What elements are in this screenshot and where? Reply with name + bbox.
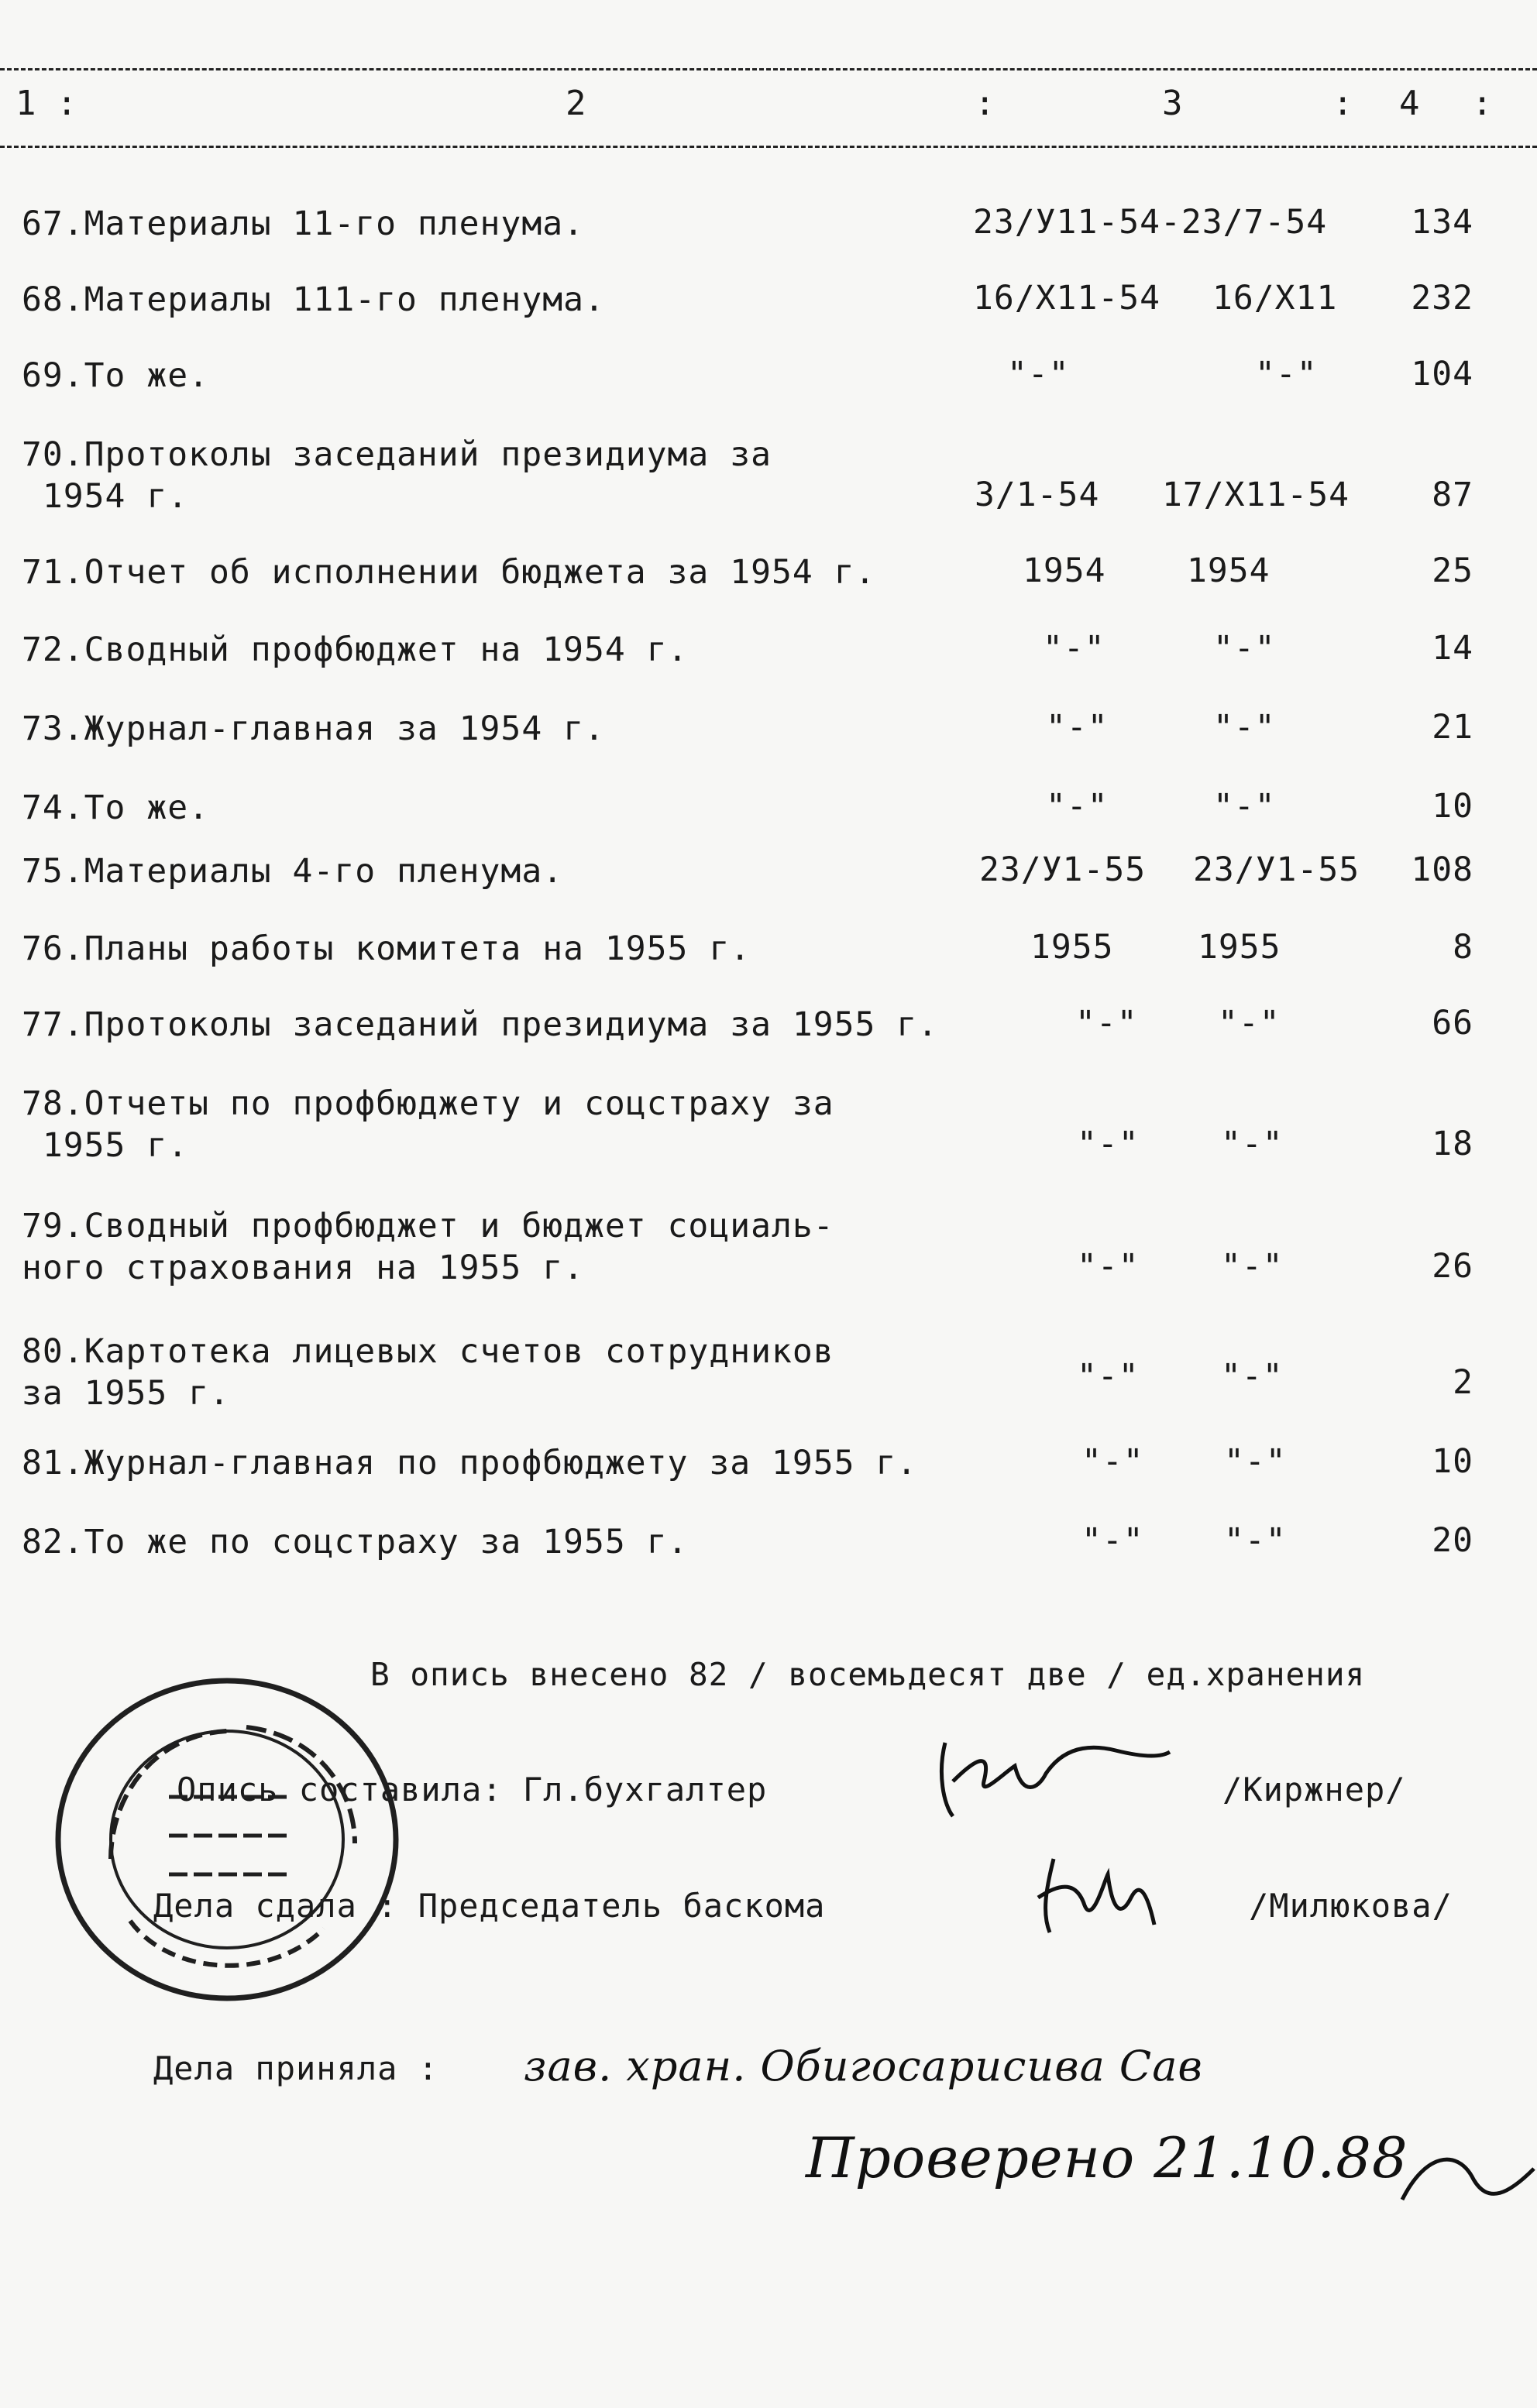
row-title: 71.Отчет об исполнении бюджета за 1954 г. — [22, 553, 876, 592]
row-title: 70.Протоколы заседаний президиума за 1954 г. — [22, 435, 772, 516]
row-date-end: "-" — [1221, 1247, 1284, 1286]
row-date-end: "-" — [1213, 708, 1276, 747]
table-row — [0, 355, 1537, 401]
compiled-by-name: /Киржнер/ — [1222, 1771, 1406, 1809]
top-rule — [0, 68, 1537, 70]
row-title: 67.Материалы 11-го пленума. — [22, 204, 584, 243]
row-title: 80.Картотека лицевых счетов сотрудников за 1955 г. — [22, 1332, 834, 1413]
row-date-end: 23/У1-55 — [1193, 850, 1360, 889]
verified-handwriting: Проверено 21.10.88 — [806, 2125, 1408, 2190]
row-date-end: "-" — [1224, 1442, 1287, 1481]
row-date-end: "-" — [1213, 787, 1276, 826]
table-row — [0, 203, 1537, 249]
row-count: 134 — [1411, 203, 1473, 242]
row-date-end: 16/Х11 — [1212, 279, 1338, 318]
header-rule — [0, 146, 1537, 148]
row-title: 79.Сводный профбюджет и бюджет социаль- ного страхования на 1955 г. — [22, 1207, 834, 1287]
table-row — [0, 708, 1537, 754]
compiled-by-label: Опись составила: Гл.бухгалтер — [177, 1771, 768, 1809]
row-count: 87 — [1432, 476, 1473, 514]
row-count: 8 — [1453, 928, 1473, 967]
row-date-end: "-" — [1255, 355, 1318, 393]
row-title: 82.То же по соцстраху за 1955 г. — [22, 1523, 689, 1561]
row-title: 73.Журнал-главная за 1954 г. — [22, 709, 605, 748]
summary-line: В опись внесено 82 / восемьдесят две / ед.хранения — [370, 1656, 1366, 1693]
row-date-start: "-" — [1081, 1521, 1144, 1560]
row-title: 77.Протоколы заседаний президиума за 1955 г. — [22, 1005, 939, 1044]
row-count: 18 — [1432, 1125, 1473, 1163]
table-row — [0, 434, 1537, 516]
row-date-end: "-" — [1221, 1125, 1284, 1163]
row-date-start: 23/У11-54-23/7-54 — [973, 203, 1328, 242]
row-count: 232 — [1411, 279, 1473, 318]
row-count: 10 — [1432, 1442, 1473, 1481]
table-row — [0, 1205, 1537, 1287]
row-date-end: 1955 — [1198, 928, 1281, 967]
row-title: 81.Журнал-главная по профбюджету за 1955 г. — [22, 1444, 918, 1482]
row-date-end: "-" — [1218, 1004, 1281, 1043]
row-count: 108 — [1411, 850, 1473, 889]
row-title: 68.Материалы 111-го пленума. — [22, 280, 605, 319]
header-col2: 2 — [566, 84, 586, 123]
row-date-start: "-" — [1043, 629, 1105, 668]
row-count: 25 — [1432, 551, 1473, 590]
handed-by-name: /Милюкова/ — [1249, 1887, 1453, 1925]
table-row — [0, 928, 1537, 974]
header-sep3: : — [1472, 84, 1493, 123]
table-row — [0, 279, 1537, 325]
header-sep2: : — [1332, 84, 1353, 123]
row-count: 20 — [1432, 1521, 1473, 1560]
row-date-end: 17/Х11-54 — [1162, 476, 1350, 514]
accepted-by-handwriting: зав. хран. Обигосарисива Сав — [524, 2042, 1203, 2090]
table-row — [0, 1442, 1537, 1489]
header-col1: 1 : — [15, 84, 77, 123]
row-title: 78.Отчеты по профбюджету и соцстраху за 1955 г. — [22, 1084, 834, 1165]
row-date-start: "-" — [1046, 708, 1109, 747]
row-count: 21 — [1432, 708, 1473, 747]
table-row — [0, 551, 1537, 598]
header-sep1: : — [975, 84, 995, 123]
row-count: 10 — [1432, 787, 1473, 826]
row-date-end: 1954 — [1187, 551, 1271, 590]
row-date-start: "-" — [1077, 1247, 1140, 1286]
row-date-start: "-" — [1007, 355, 1070, 393]
row-date-start: 16/Х11-54 — [973, 279, 1160, 318]
row-date-start: 1954 — [1023, 551, 1106, 590]
table-row — [0, 1331, 1537, 1413]
row-count: 2 — [1453, 1363, 1473, 1402]
row-date-start: 3/1-54 — [975, 476, 1100, 514]
row-count: 26 — [1432, 1247, 1473, 1286]
row-date-start: "-" — [1046, 787, 1109, 826]
signature-verifier — [1394, 2145, 1537, 2223]
header-col4: 4 — [1399, 84, 1420, 123]
row-title: 76.Планы работы комитета на 1955 г. — [22, 929, 751, 968]
signature-kirzhner — [930, 1727, 1178, 1828]
table-row — [0, 850, 1537, 897]
round-stamp — [37, 1665, 417, 2014]
table-row — [0, 1083, 1537, 1165]
signature-milyukova — [1030, 1851, 1178, 1944]
row-date-end: "-" — [1213, 629, 1276, 668]
row-date-start: 23/У1-55 — [979, 850, 1147, 889]
row-count: 14 — [1432, 629, 1473, 668]
row-date-start: "-" — [1077, 1357, 1140, 1396]
row-title: 74.То же. — [22, 788, 210, 827]
table-row — [0, 787, 1537, 833]
table-row — [0, 629, 1537, 675]
handed-by-label: Дела сдала : Председатель баскома — [153, 1887, 826, 1925]
table-row — [0, 1521, 1537, 1568]
header-col3: 3 — [1162, 84, 1183, 123]
row-count: 66 — [1432, 1004, 1473, 1043]
row-date-start: "-" — [1081, 1442, 1144, 1481]
row-date-start: "-" — [1077, 1125, 1140, 1163]
row-title: 69.То же. — [22, 356, 210, 395]
row-title: 72.Сводный профбюджет на 1954 г. — [22, 630, 689, 669]
row-title: 75.Материалы 4-го пленума. — [22, 852, 564, 891]
row-date-end: "-" — [1224, 1521, 1287, 1560]
row-count: 104 — [1411, 355, 1473, 393]
row-date-end: "-" — [1221, 1357, 1284, 1396]
row-date-start: 1955 — [1030, 928, 1114, 967]
table-row — [0, 1004, 1537, 1050]
row-date-start: "-" — [1075, 1004, 1138, 1043]
accepted-by-label: Дела приняла : — [153, 2049, 439, 2087]
